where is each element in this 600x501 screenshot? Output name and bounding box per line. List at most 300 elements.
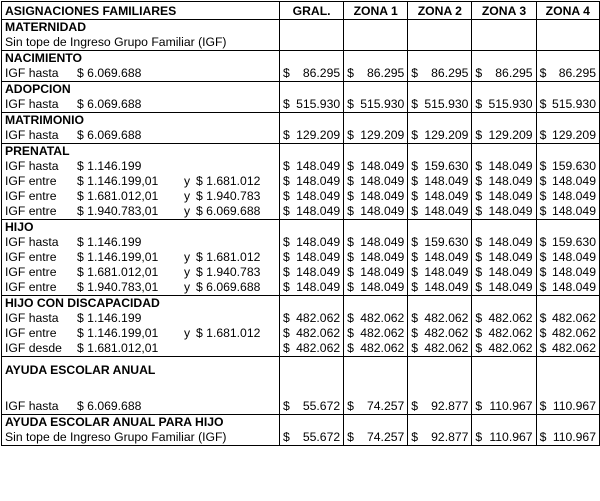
igf-prefix: IGF entre — [5, 189, 57, 203]
row-label — [2, 326, 280, 341]
row-label — [2, 204, 280, 220]
row-label — [2, 250, 280, 265]
section-title: HIJO — [2, 220, 280, 236]
amount-value: 92.877 — [431, 399, 469, 413]
amount-cell — [280, 66, 344, 82]
amount-cell — [344, 189, 408, 204]
data-row — [2, 235, 600, 250]
amount-cell — [536, 204, 599, 220]
amount-cell — [280, 341, 344, 357]
igf-prefix: IGF hasta — [5, 235, 59, 249]
amount-value: 148.049 — [360, 280, 405, 294]
amount-cell — [536, 280, 599, 296]
igf-to: $ 1.681.012 — [196, 250, 261, 264]
currency-symbol: $ — [411, 250, 419, 264]
empty-cell — [472, 415, 536, 431]
amount-cell — [536, 235, 599, 250]
row-label — [2, 159, 280, 174]
amount-value: 482.062 — [296, 341, 341, 355]
amount-cell — [344, 66, 408, 82]
section-row — [2, 357, 600, 379]
amount-value: 86.295 — [495, 66, 533, 80]
amount-value: 148.049 — [296, 265, 341, 279]
currency-symbol: $ — [539, 174, 547, 188]
currency-symbol: $ — [283, 399, 290, 413]
amount-cell — [408, 204, 472, 220]
currency-symbol: $ — [283, 280, 290, 294]
amount-cell — [536, 189, 599, 204]
empty-cell — [280, 20, 344, 36]
amount-cell — [344, 280, 408, 296]
amount-value: 148.049 — [424, 189, 469, 203]
currency-symbol: $ — [539, 66, 547, 80]
amount-value: 148.049 — [488, 174, 533, 188]
currency-symbol: $ — [475, 235, 483, 249]
igf-y: y — [184, 250, 191, 264]
amount-cell — [536, 341, 599, 357]
empty-cell — [536, 20, 599, 36]
amount-value: 148.049 — [424, 174, 469, 188]
amount-cell — [472, 97, 536, 113]
empty-cell — [408, 82, 472, 98]
section-title: AYUDA ESCOLAR ANUAL — [2, 357, 280, 379]
amount-value: 482.062 — [424, 326, 469, 340]
row-label — [2, 235, 280, 250]
amount-value: 515.930 — [488, 97, 533, 111]
currency-symbol: $ — [283, 430, 290, 444]
amount-cell — [408, 97, 472, 113]
currency-symbol: $ — [475, 97, 483, 111]
empty-cell — [344, 82, 408, 98]
igf-prefix: IGF desde — [5, 341, 62, 355]
amount-cell — [408, 341, 472, 357]
section-row — [2, 296, 600, 312]
amount-cell — [280, 235, 344, 250]
section-title: HIJO CON DISCAPACIDAD — [2, 296, 280, 312]
currency-symbol: $ — [411, 128, 419, 142]
amount-cell — [344, 97, 408, 113]
igf-from: $ 1.146.199 — [77, 159, 142, 173]
currency-symbol: $ — [347, 326, 354, 340]
data-row — [2, 280, 600, 296]
empty-cell — [280, 415, 344, 431]
amount-cell — [280, 204, 344, 220]
empty-cell — [408, 220, 472, 236]
section-row — [2, 415, 600, 431]
currency-symbol: $ — [475, 341, 483, 355]
amount-value: 482.062 — [551, 326, 596, 340]
currency-symbol: $ — [411, 430, 419, 444]
amount-cell — [344, 341, 408, 357]
amount-value: 482.062 — [360, 311, 405, 325]
igf-to: $ 6.069.688 — [196, 204, 261, 218]
amount-cell — [344, 35, 408, 51]
empty-cell — [536, 113, 599, 129]
igf-from: $ 1.681.012,01 — [77, 265, 159, 279]
amount-cell — [536, 35, 599, 51]
empty-cell — [408, 357, 472, 379]
section-title: AYUDA ESCOLAR ANUAL PARA HIJO — [2, 415, 280, 431]
amount-value: 482.062 — [424, 341, 469, 355]
amount-value: 482.062 — [551, 311, 596, 325]
row-label — [2, 399, 280, 415]
data-row — [2, 204, 600, 220]
data-row — [2, 174, 600, 189]
amount-value: 515.930 — [296, 97, 341, 111]
amount-value: 159.630 — [551, 235, 596, 249]
amount-value: 148.049 — [296, 174, 341, 188]
currency-symbol: $ — [347, 430, 354, 444]
amount-value: 148.049 — [360, 250, 405, 264]
igf-from: $ 1.146.199,01 — [77, 326, 159, 340]
currency-symbol: $ — [347, 235, 354, 249]
empty-cell — [408, 144, 472, 160]
currency-symbol: $ — [347, 189, 354, 203]
amount-cell — [408, 326, 472, 341]
data-row — [2, 159, 600, 174]
igf-y: y — [184, 189, 191, 203]
section-row — [2, 82, 600, 98]
data-row — [2, 66, 600, 82]
data-row — [2, 341, 600, 357]
section-title: MATERNIDAD — [2, 20, 280, 36]
amount-cell — [472, 35, 536, 51]
currency-symbol: $ — [475, 250, 483, 264]
amount-cell — [344, 128, 408, 144]
amount-cell — [344, 326, 408, 341]
amount-cell — [536, 250, 599, 265]
currency-symbol: $ — [411, 341, 419, 355]
amount-cell — [408, 35, 472, 51]
igf-prefix: IGF entre — [5, 265, 57, 279]
empty-cell — [472, 113, 536, 129]
igf-to: $ 6.069.688 — [196, 280, 261, 294]
currency-symbol: $ — [283, 97, 290, 111]
section-title: ADOPCION — [2, 82, 280, 98]
amount-cell — [408, 311, 472, 326]
amount-cell — [472, 159, 536, 174]
igf-from: $ 1.146.199,01 — [77, 174, 159, 188]
amount-cell — [536, 430, 599, 446]
amount-cell — [408, 265, 472, 280]
currency-symbol: $ — [347, 311, 354, 325]
row-label — [2, 341, 280, 357]
amount-value: 148.049 — [296, 159, 341, 173]
empty-cell — [280, 220, 344, 236]
currency-symbol: $ — [539, 189, 547, 203]
currency-symbol: $ — [283, 159, 290, 173]
empty-cell — [408, 415, 472, 431]
currency-symbol: $ — [411, 204, 419, 218]
amount-cell — [344, 235, 408, 250]
spacer-row — [2, 378, 600, 399]
row-label — [2, 66, 280, 82]
amount-cell — [472, 128, 536, 144]
amount-value: 482.062 — [296, 326, 341, 340]
amount-cell — [280, 97, 344, 113]
amount-value: 148.049 — [488, 280, 533, 294]
section-row — [2, 113, 600, 129]
currency-symbol: $ — [411, 311, 419, 325]
empty-cell — [536, 415, 599, 431]
igf-prefix: IGF hasta — [5, 159, 59, 173]
amount-cell — [472, 399, 536, 415]
amount-cell — [344, 430, 408, 446]
currency-symbol: $ — [475, 280, 483, 294]
amount-value: 129.209 — [551, 128, 596, 142]
section-row — [2, 51, 600, 67]
igf-y — [184, 311, 196, 326]
amount-cell — [408, 189, 472, 204]
empty-cell — [536, 82, 599, 98]
amount-cell — [344, 250, 408, 265]
currency-symbol: $ — [283, 204, 290, 218]
currency-symbol: $ — [539, 341, 547, 355]
amount-cell — [472, 174, 536, 189]
amount-cell — [408, 280, 472, 296]
spacer-cell — [408, 378, 472, 399]
igf-from: $ 1.146.199 — [77, 235, 142, 249]
currency-symbol: $ — [475, 204, 483, 218]
igf-y: y — [184, 204, 191, 218]
currency-symbol: $ — [347, 204, 354, 218]
currency-symbol: $ — [347, 174, 354, 188]
row-label — [2, 35, 280, 51]
amount-value: 129.209 — [488, 128, 533, 142]
row-label-text: Sin tope de Ingreso Grupo Familiar (IGF) — [5, 35, 227, 49]
empty-cell — [472, 51, 536, 67]
currency-symbol: $ — [539, 265, 547, 279]
spacer-cell — [344, 378, 408, 399]
empty-cell — [280, 113, 344, 129]
currency-symbol: $ — [283, 174, 290, 188]
igf-to: $ 1.681.012 — [196, 326, 261, 340]
igf-y: y — [184, 280, 191, 294]
row-label — [2, 430, 280, 446]
empty-cell — [344, 415, 408, 431]
currency-symbol: $ — [283, 341, 290, 355]
igf-to — [196, 311, 276, 326]
amount-cell — [280, 280, 344, 296]
currency-symbol: $ — [347, 399, 354, 413]
amount-value: 86.295 — [302, 66, 341, 80]
currency-symbol: $ — [411, 174, 419, 188]
currency-symbol: $ — [475, 66, 483, 80]
allowances-table-container — [1, 1, 600, 446]
amount-value: 482.062 — [488, 341, 533, 355]
amount-value: 148.049 — [424, 250, 469, 264]
amount-value: 110.967 — [489, 399, 533, 413]
currency-symbol: $ — [475, 174, 483, 188]
amount-value: 482.062 — [424, 311, 469, 325]
amount-cell — [280, 311, 344, 326]
amount-value: 148.049 — [360, 174, 405, 188]
amount-cell — [536, 159, 599, 174]
currency-symbol: $ — [411, 66, 419, 80]
spacer-cell — [2, 378, 280, 399]
amount-value: 129.209 — [296, 128, 341, 142]
amount-value: 148.049 — [551, 174, 596, 188]
amount-value: 159.630 — [424, 235, 469, 249]
header-col-zona4: ZONA 4 — [536, 2, 599, 20]
amount-value: 92.877 — [431, 430, 469, 444]
amount-cell — [344, 265, 408, 280]
amount-value: 148.049 — [488, 235, 533, 249]
amount-value: 148.049 — [296, 204, 341, 218]
amount-cell — [344, 399, 408, 415]
amount-cell — [472, 250, 536, 265]
empty-cell — [472, 144, 536, 160]
igf-to: $ 1.681.012 — [196, 174, 261, 188]
amount-value: 110.967 — [552, 399, 596, 413]
amount-value: 148.049 — [488, 250, 533, 264]
igf-from: $ 1.940.783,01 — [77, 204, 159, 218]
currency-symbol: $ — [347, 265, 354, 279]
amount-value: 482.062 — [551, 341, 596, 355]
currency-symbol: $ — [539, 128, 547, 142]
igf-prefix: IGF hasta — [5, 399, 59, 413]
amount-value: 482.062 — [488, 326, 533, 340]
empty-cell — [344, 357, 408, 379]
currency-symbol: $ — [283, 189, 290, 203]
currency-symbol: $ — [539, 326, 547, 340]
empty-cell — [280, 296, 344, 312]
amount-cell — [280, 326, 344, 341]
amount-cell — [280, 250, 344, 265]
amount-cell — [280, 189, 344, 204]
igf-prefix: IGF entre — [5, 326, 57, 340]
data-row — [2, 35, 600, 51]
data-row — [2, 265, 600, 280]
amount-cell — [408, 399, 472, 415]
igf-from: $ 1.940.783,01 — [77, 280, 159, 294]
amount-cell — [344, 159, 408, 174]
amount-value: 482.062 — [360, 326, 405, 340]
igf-amount: $ 6.069.688 — [77, 399, 142, 413]
currency-symbol: $ — [475, 430, 483, 444]
amount-cell — [280, 399, 344, 415]
amount-value: 148.049 — [551, 265, 596, 279]
amount-value: 148.049 — [296, 250, 341, 264]
currency-symbol: $ — [347, 128, 354, 142]
amount-value: 148.049 — [424, 265, 469, 279]
currency-symbol: $ — [539, 430, 547, 444]
section-title: NACIMIENTO — [2, 51, 280, 67]
amount-value: 159.630 — [424, 159, 469, 173]
spacer-cell — [280, 378, 344, 399]
amount-value: 515.930 — [551, 97, 596, 111]
currency-symbol: $ — [347, 159, 354, 173]
igf-prefix: IGF hasta — [5, 66, 59, 80]
amount-value: 55.672 — [302, 430, 341, 444]
amount-value: 148.049 — [360, 265, 405, 279]
igf-prefix: IGF hasta — [5, 311, 59, 325]
amount-value: 148.049 — [424, 204, 469, 218]
header-row — [2, 2, 600, 20]
amount-cell — [472, 235, 536, 250]
currency-symbol: $ — [411, 189, 419, 203]
spacer-cell — [536, 378, 599, 399]
amount-value: 148.049 — [360, 159, 405, 173]
amount-cell — [472, 280, 536, 296]
currency-symbol: $ — [475, 399, 483, 413]
row-label — [2, 128, 280, 144]
amount-value: 148.049 — [488, 159, 533, 173]
header-title: ASIGNACIONES FAMILIARES — [2, 2, 280, 20]
igf-to — [196, 341, 276, 356]
currency-symbol: $ — [475, 159, 483, 173]
data-row — [2, 326, 600, 341]
spacer-cell — [472, 378, 536, 399]
amount-value: 148.049 — [360, 204, 405, 218]
amount-value: 129.209 — [360, 128, 405, 142]
amount-value: 148.049 — [488, 204, 533, 218]
amount-value: 515.930 — [360, 97, 405, 111]
section-title: MATRIMONIO — [2, 113, 280, 129]
amount-cell — [472, 204, 536, 220]
currency-symbol: $ — [475, 326, 483, 340]
empty-cell — [472, 82, 536, 98]
currency-symbol: $ — [283, 250, 290, 264]
amount-cell — [344, 311, 408, 326]
currency-symbol: $ — [539, 97, 547, 111]
empty-cell — [280, 144, 344, 160]
currency-symbol: $ — [475, 189, 483, 203]
igf-prefix: IGF entre — [5, 250, 57, 264]
row-label — [2, 174, 280, 189]
currency-symbol: $ — [539, 250, 547, 264]
amount-value: 74.257 — [367, 430, 405, 444]
amount-value: 110.967 — [489, 430, 533, 444]
igf-to — [196, 235, 276, 250]
row-label — [2, 189, 280, 204]
amount-value: 148.049 — [488, 189, 533, 203]
amount-cell — [536, 174, 599, 189]
empty-cell — [344, 20, 408, 36]
amount-cell — [472, 341, 536, 357]
igf-amount: $ 6.069.688 — [77, 97, 142, 111]
amount-cell — [536, 399, 599, 415]
amount-cell — [280, 128, 344, 144]
amount-cell — [344, 174, 408, 189]
currency-symbol: $ — [475, 128, 483, 142]
amount-value: 482.062 — [360, 341, 405, 355]
amount-value: 148.049 — [296, 235, 341, 249]
currency-symbol: $ — [347, 97, 354, 111]
igf-to — [196, 159, 276, 174]
empty-cell — [472, 20, 536, 36]
igf-prefix: IGF entre — [5, 280, 57, 294]
amount-cell — [280, 174, 344, 189]
amount-cell — [280, 265, 344, 280]
amount-value: 148.049 — [360, 189, 405, 203]
igf-from: $ 1.681.012,01 — [77, 189, 159, 203]
amount-value: 148.049 — [551, 250, 596, 264]
igf-y — [184, 235, 196, 250]
igf-amount: $ 6.069.688 — [77, 128, 142, 142]
currency-symbol: $ — [347, 250, 354, 264]
currency-symbol: $ — [411, 235, 419, 249]
currency-symbol: $ — [411, 399, 419, 413]
empty-cell — [280, 82, 344, 98]
amount-value: 148.049 — [488, 265, 533, 279]
igf-prefix: IGF entre — [5, 174, 57, 188]
amount-cell — [536, 311, 599, 326]
empty-cell — [408, 51, 472, 67]
amount-cell — [344, 204, 408, 220]
currency-symbol: $ — [283, 326, 290, 340]
amount-cell — [280, 35, 344, 51]
